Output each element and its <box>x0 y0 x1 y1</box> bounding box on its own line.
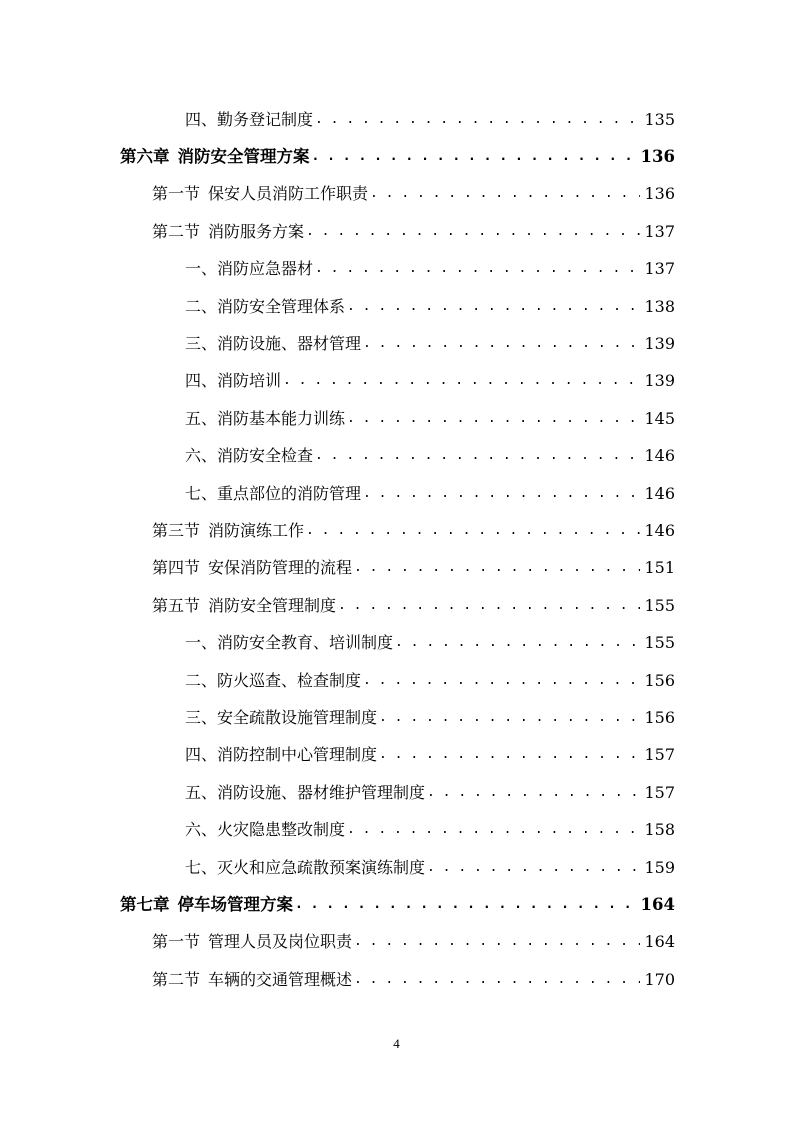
toc-entry[interactable] <box>0 774 793 811</box>
toc-entry-title: 消防基本能力训练 <box>217 408 346 428</box>
toc-entry-title: 停车场管理方案 <box>177 894 293 914</box>
toc-entry-title: 勤务登记制度 <box>217 109 314 129</box>
toc-leader-dots <box>395 633 640 653</box>
toc-leader-dots <box>306 521 640 541</box>
toc-leader-dots <box>363 484 640 504</box>
toc-entry-line <box>120 895 793 915</box>
toc-entry-title: 消防控制中心管理制度 <box>217 745 378 765</box>
toc-entry-line <box>152 932 793 952</box>
toc-entry-title: 消防安全管理方案 <box>177 147 310 167</box>
toc-leader-dots <box>363 671 640 691</box>
toc-entry-title: 消防安全检查 <box>217 446 314 466</box>
toc-entry-title: 防火巡查、检查制度 <box>217 670 362 690</box>
toc-leader-dots <box>354 558 640 578</box>
toc-entry[interactable] <box>0 699 793 736</box>
toc-entry-number: 第二节 <box>152 969 201 989</box>
toc-entry-page: 136 <box>640 147 675 167</box>
toc-leader-dots <box>379 745 640 765</box>
toc-entry-page: 156 <box>644 707 675 727</box>
toc-entry-title: 车辆的交通管理概述 <box>208 969 353 989</box>
toc-leader-dots <box>354 970 640 990</box>
toc-entry-line <box>185 820 793 840</box>
toc-entry-title: 消防设施、器材维护管理制度 <box>217 782 426 802</box>
toc-entry[interactable] <box>0 325 793 362</box>
table-of-contents <box>0 101 793 998</box>
toc-entry-page: 136 <box>644 184 675 204</box>
toc-leader-dots <box>379 708 640 728</box>
toc-entry-section[interactable] <box>0 587 793 624</box>
toc-entry-page: 137 <box>644 221 675 241</box>
toc-entry[interactable] <box>0 288 793 325</box>
toc-entry-line <box>152 558 793 578</box>
toc-entry-section[interactable] <box>0 176 793 213</box>
toc-entry-line <box>152 222 793 242</box>
toc-entry-page: 159 <box>644 857 675 877</box>
toc-leader-dots <box>306 222 640 242</box>
toc-entry-title: 消防设施、器材管理 <box>217 334 362 354</box>
toc-entry-line <box>185 708 793 728</box>
toc-entry[interactable] <box>0 849 793 886</box>
toc-entry-line <box>185 633 793 653</box>
toc-entry-title: 消防安全管理制度 <box>208 595 337 615</box>
toc-entry-number: 二、 <box>185 296 218 316</box>
toc-entry-page: 146 <box>644 446 675 466</box>
toc-entry[interactable] <box>0 101 793 138</box>
toc-entry-section[interactable] <box>0 924 793 961</box>
toc-entry-number: 第一节 <box>152 184 201 204</box>
toc-entry-title: 保安人员消防工作职责 <box>208 184 369 204</box>
toc-entry[interactable] <box>0 251 793 288</box>
toc-leader-dots <box>347 297 640 317</box>
toc-entry-page: 155 <box>644 633 675 653</box>
toc-entry-number: 一、 <box>185 259 218 279</box>
toc-leader-dots <box>347 409 640 429</box>
toc-leader-dots <box>354 932 640 952</box>
toc-entry-title: 消防服务方案 <box>208 221 305 241</box>
toc-entry-page: 170 <box>644 969 675 989</box>
toc-entry-section[interactable] <box>0 512 793 549</box>
toc-entry-line <box>185 671 793 691</box>
toc-entry-line <box>185 334 793 354</box>
toc-entry[interactable] <box>0 363 793 400</box>
toc-entry[interactable] <box>0 662 793 699</box>
toc-entry-page: 164 <box>644 932 675 952</box>
toc-entry-line <box>152 521 793 541</box>
toc-entry[interactable] <box>0 811 793 848</box>
toc-leader-dots <box>315 110 640 130</box>
toc-entry[interactable] <box>0 438 793 475</box>
toc-entry-title: 管理人员及岗位职责 <box>208 932 353 952</box>
toc-entry-line <box>120 147 793 167</box>
toc-entry-page: 155 <box>644 595 675 615</box>
toc-entry-title: 消防安全管理体系 <box>217 296 346 316</box>
toc-entry-page: 146 <box>644 520 675 540</box>
toc-entry-title: 消防演练工作 <box>208 520 305 540</box>
toc-entry-section[interactable] <box>0 961 793 998</box>
toc-entry-number: 第一节 <box>152 932 201 952</box>
toc-entry-number: 第五节 <box>152 595 201 615</box>
toc-entry-chapter[interactable] <box>0 138 793 175</box>
toc-entry[interactable] <box>0 624 793 661</box>
toc-entry-page: 158 <box>644 820 675 840</box>
toc-entry-title: 安保消防管理的流程 <box>208 558 353 578</box>
toc-entry[interactable] <box>0 400 793 437</box>
toc-entry-chapter[interactable] <box>0 886 793 923</box>
toc-entry-page: 138 <box>644 296 675 316</box>
toc-leader-dots <box>315 446 640 466</box>
toc-entry-title: 重点部位的消防管理 <box>217 483 362 503</box>
toc-entry-page: 135 <box>644 109 675 129</box>
toc-entry-number: 四、 <box>185 745 218 765</box>
toc-entry-line <box>185 297 793 317</box>
toc-entry-page: 137 <box>644 259 675 279</box>
toc-entry-line <box>185 745 793 765</box>
toc-entry-line <box>152 184 793 204</box>
toc-entry-title: 安全疏散设施管理制度 <box>217 707 378 727</box>
toc-entry-page: 139 <box>644 334 675 354</box>
page-number: 4 <box>393 1036 400 1051</box>
toc-entry-number: 一、 <box>185 633 218 653</box>
toc-entry[interactable] <box>0 737 793 774</box>
toc-entry-number: 第三节 <box>152 520 201 540</box>
toc-entry-title: 火灾隐患整改制度 <box>217 820 346 840</box>
toc-entry-number: 三、 <box>185 707 218 727</box>
toc-entry-page: 151 <box>644 558 675 578</box>
toc-leader-dots <box>363 334 640 354</box>
toc-entry-page: 145 <box>644 408 675 428</box>
toc-entry[interactable] <box>0 475 793 512</box>
toc-leader-dots <box>427 783 640 803</box>
toc-entry-number: 第二节 <box>152 221 201 241</box>
toc-entry-page: 146 <box>644 483 675 503</box>
toc-entry-number: 六、 <box>185 820 218 840</box>
toc-entry-title: 灭火和应急疏散预案演练制度 <box>217 857 426 877</box>
toc-leader-dots <box>427 858 640 878</box>
toc-entry-title: 消防培训 <box>217 371 282 391</box>
toc-entry-section[interactable] <box>0 213 793 250</box>
toc-entry-page: 157 <box>644 782 675 802</box>
toc-leader-dots <box>370 184 640 204</box>
toc-entry-line <box>185 484 793 504</box>
toc-entry-page: 157 <box>644 745 675 765</box>
toc-entry-line <box>185 409 793 429</box>
toc-entry-number: 七、 <box>185 857 218 877</box>
toc-leader-dots <box>338 596 640 616</box>
toc-entry-line <box>185 259 793 279</box>
toc-entry-number: 四、 <box>185 109 218 129</box>
toc-entry-page: 139 <box>644 371 675 391</box>
toc-entry-number: 四、 <box>185 371 218 391</box>
toc-entry-number: 第四节 <box>152 558 201 578</box>
toc-entry-line <box>152 970 793 990</box>
toc-entry-title: 消防安全教育、培训制度 <box>217 633 394 653</box>
toc-entry-number: 二、 <box>185 670 218 690</box>
toc-entry-line <box>185 371 793 391</box>
toc-entry-line <box>185 446 793 466</box>
toc-entry-page: 164 <box>640 894 675 914</box>
toc-entry-number: 第六章 <box>120 147 170 167</box>
toc-entry-number: 五、 <box>185 408 218 428</box>
toc-entry-number: 第七章 <box>120 894 170 914</box>
toc-entry-number: 三、 <box>185 334 218 354</box>
toc-leader-dots <box>312 147 637 167</box>
toc-entry-number: 七、 <box>185 483 218 503</box>
toc-entry-line <box>185 783 793 803</box>
toc-entry-line <box>185 110 793 130</box>
toc-entry-number: 五、 <box>185 782 218 802</box>
toc-entry-line <box>185 858 793 878</box>
toc-entry-page: 156 <box>644 670 675 690</box>
toc-entry-line <box>152 596 793 616</box>
toc-leader-dots <box>347 820 640 840</box>
toc-leader-dots <box>315 259 640 279</box>
toc-entry-title: 消防应急器材 <box>217 259 314 279</box>
toc-entry-number: 六、 <box>185 446 218 466</box>
toc-leader-dots <box>295 895 637 915</box>
toc-entry-section[interactable] <box>0 550 793 587</box>
toc-leader-dots <box>283 371 640 391</box>
